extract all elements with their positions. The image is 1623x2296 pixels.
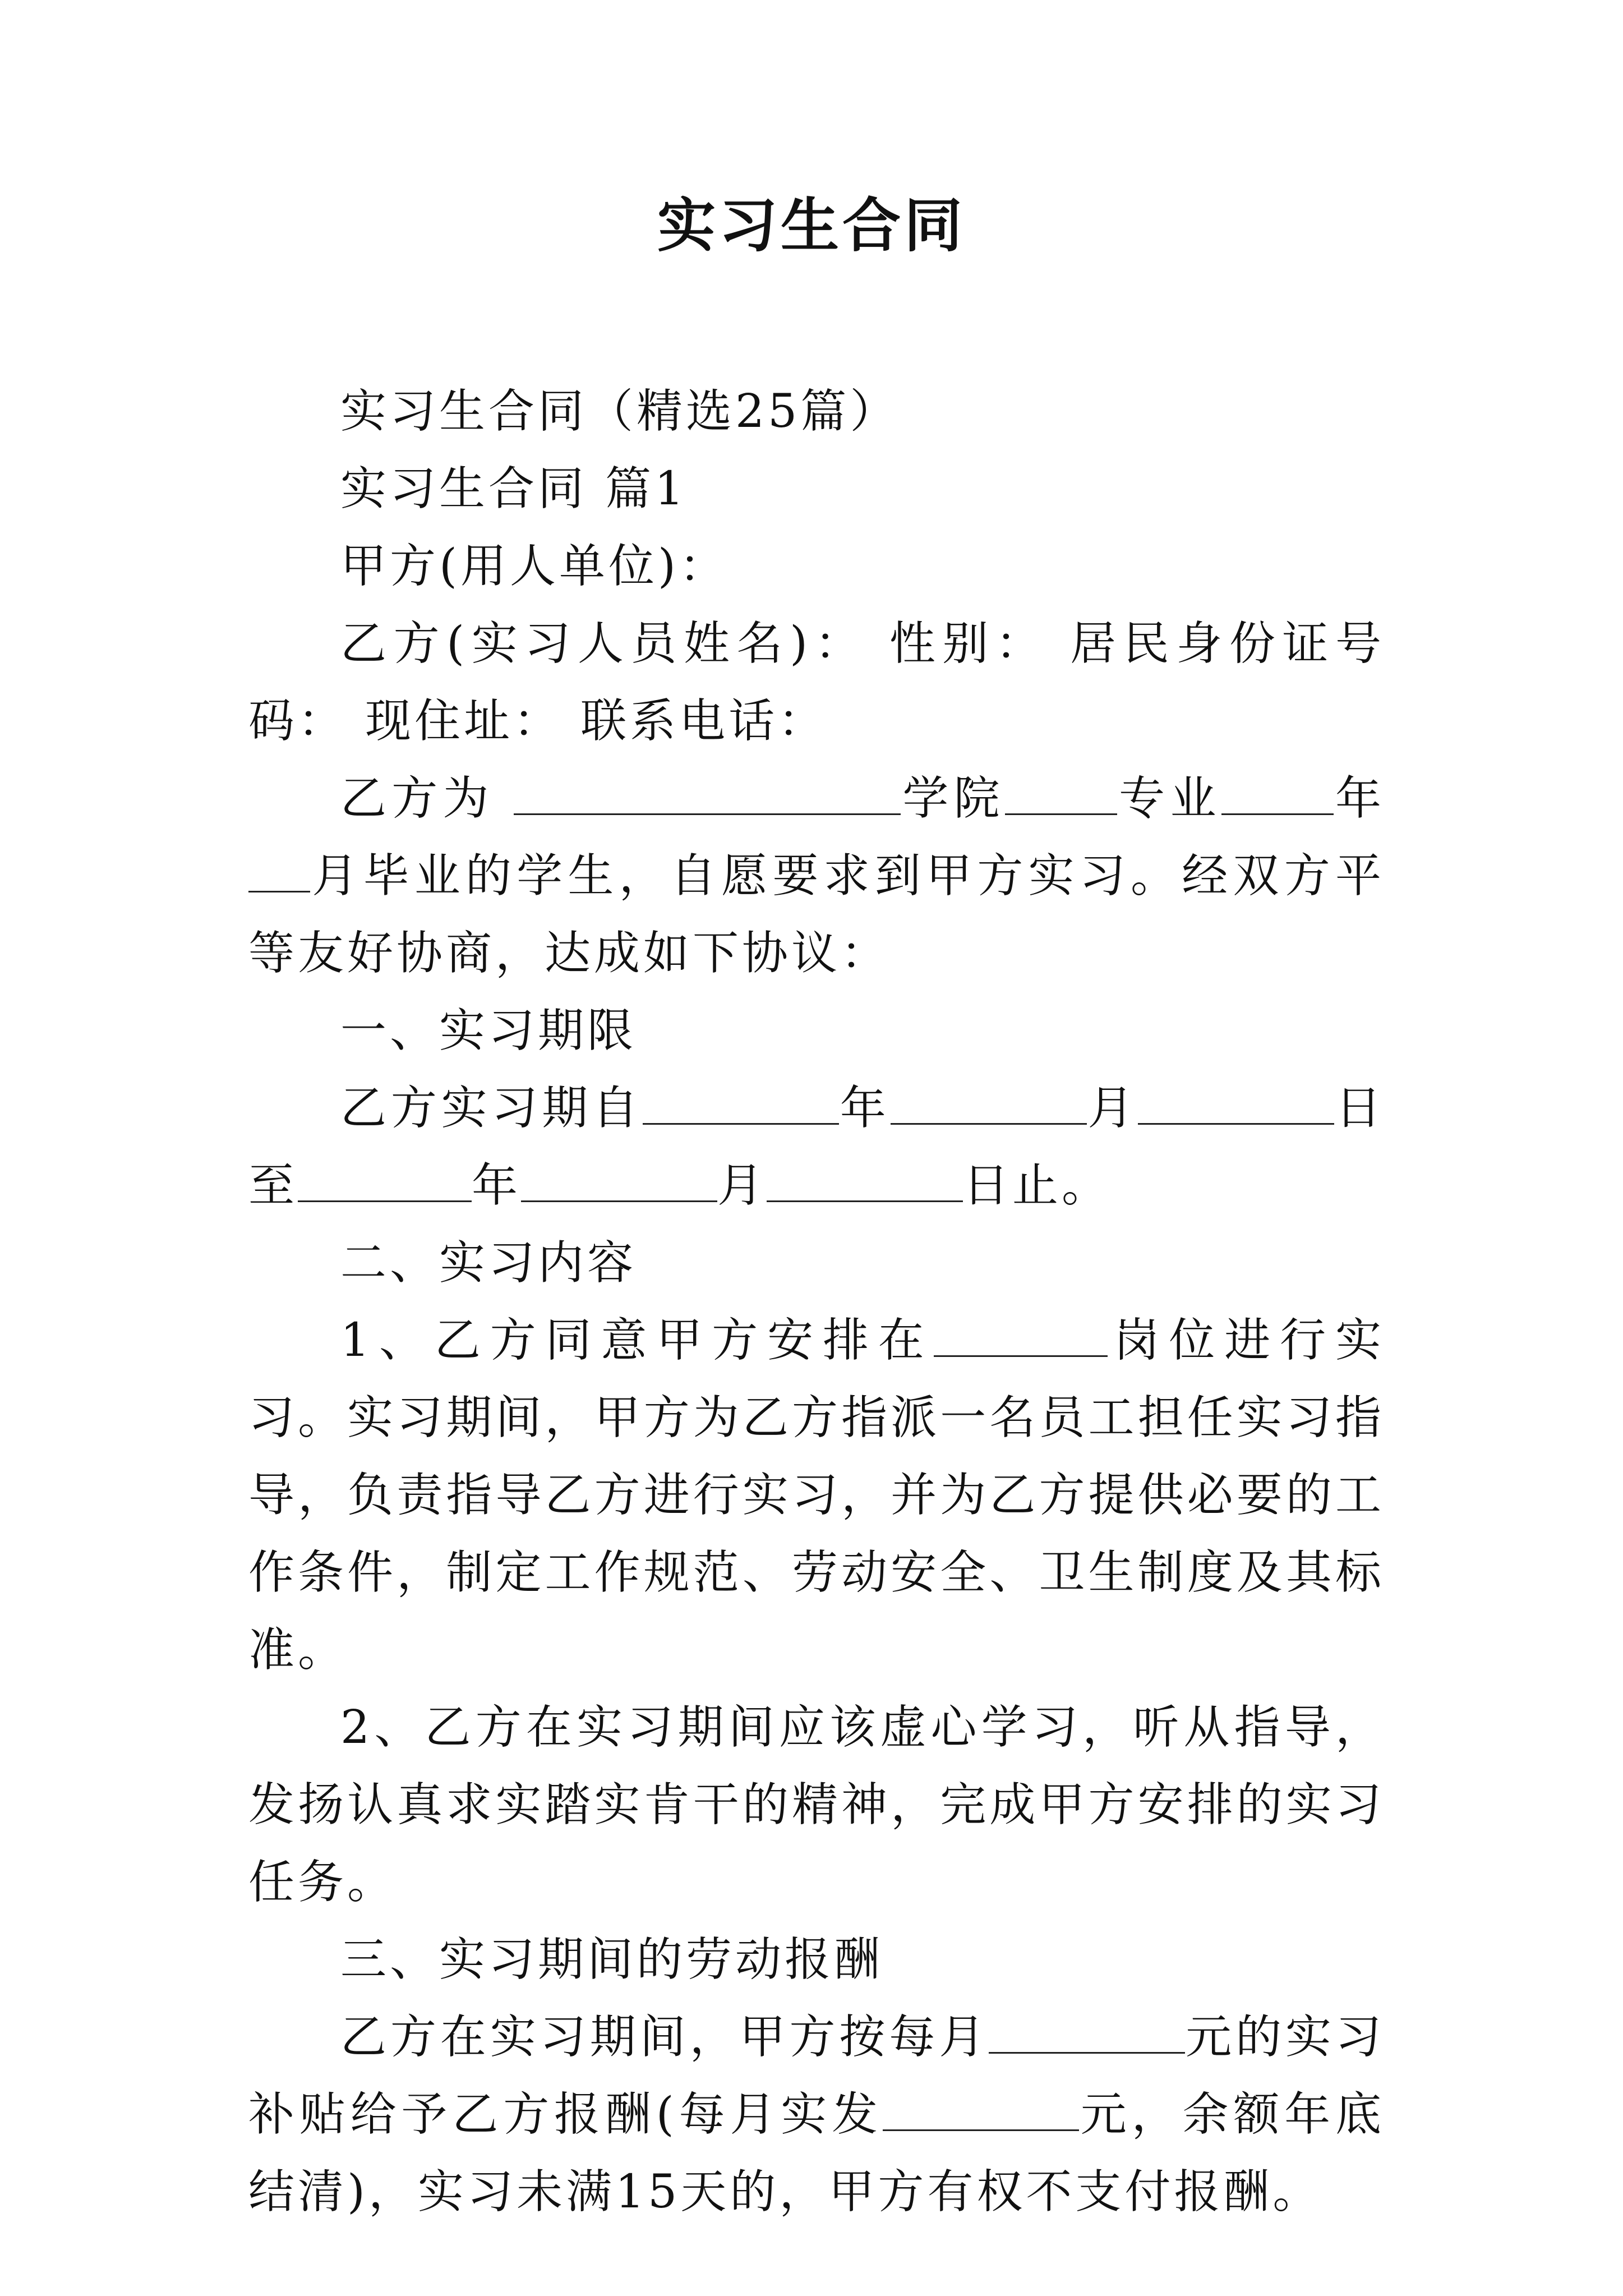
pay-text-3: 元，余额年底结清)，实习未满15天的，甲方有权不支付报酬。 — [248, 2088, 1385, 2219]
document-title: 实习生合同 — [657, 191, 966, 260]
document-body — [248, 373, 1385, 2231]
heading-remuneration: 三、实习期间的劳动报酬 — [340, 1933, 884, 1986]
clause-1-text-2: 岗位进行实习。实习期间，甲方为乙方指派一名员工担任实习指导，负责指导乙方进行实习，并为乙方提供必要的工作条件，制定工作规范、劳动安全、卫生制度及其标准。 — [248, 1314, 1385, 1677]
year-blank — [1221, 773, 1334, 815]
intro-text-2: 学院 — [901, 772, 1005, 825]
period-text-4: 日至 — [248, 1082, 1385, 1212]
pay-paragraph — [248, 1999, 1385, 2231]
intro-text-5: 月毕业的学生，自愿要求到甲方实习。经双方平等友好协商，达成如下协议： — [248, 849, 1385, 980]
end-year-blank — [298, 1160, 472, 1202]
monthly-subsidy-blank — [989, 2012, 1185, 2054]
pay-text-1: 乙方在实习期间，甲方按每月 — [340, 2010, 989, 2064]
intro-text-4: 年 — [1333, 772, 1385, 825]
party-a-line: 甲方(用人单位)： — [340, 540, 728, 593]
position-blank — [934, 1315, 1108, 1357]
content-clause-2: 2、乙方在实习期间应该虚心学习，听从指导，发扬认真求实踏实肯干的精神，完成甲方安排的实习任务。 — [248, 1701, 1385, 1909]
period-text-6: 月 — [717, 1159, 767, 1212]
end-day-blank — [767, 1160, 963, 1202]
actual-pay-blank — [883, 2089, 1079, 2131]
pay-text-2: 元的实习补贴给予乙方报酬(每月实发 — [248, 2010, 1385, 2141]
party-b-line: 乙方(实习人员姓名)： 性别： 居民身份证号码： 现住址： 联系电话： — [248, 617, 1385, 748]
heading-internship-content: 二、实习内容 — [340, 1236, 637, 1290]
period-text-2: 年 — [838, 1082, 891, 1135]
clause-1-text-1: 1、乙方同意甲方安排在 — [340, 1314, 934, 1367]
content-clause-1 — [248, 1302, 1385, 1689]
heading-internship-period: 一、实习期限 — [340, 1004, 637, 1057]
start-month-blank — [891, 1083, 1087, 1125]
start-year-blank — [643, 1083, 839, 1125]
end-month-blank — [521, 1160, 717, 1202]
intro-paragraph — [248, 760, 1385, 992]
period-text-7: 日止。 — [963, 1159, 1112, 1212]
intro-text-1: 乙方为 — [340, 772, 514, 825]
major-blank — [1005, 773, 1117, 815]
intro-text-3: 专业 — [1117, 772, 1221, 825]
start-day-blank — [1138, 1083, 1334, 1125]
period-text-1: 乙方实习期自 — [340, 1082, 643, 1135]
period-text-3: 月 — [1086, 1082, 1138, 1135]
college-blank — [514, 773, 901, 815]
subtitle: 实习生合同（精选25篇） — [340, 385, 900, 438]
month-blank — [248, 850, 310, 892]
period-text-5: 年 — [472, 1159, 522, 1212]
period-paragraph — [248, 1070, 1385, 1225]
section-title: 实习生合同 篇1 — [340, 462, 688, 516]
